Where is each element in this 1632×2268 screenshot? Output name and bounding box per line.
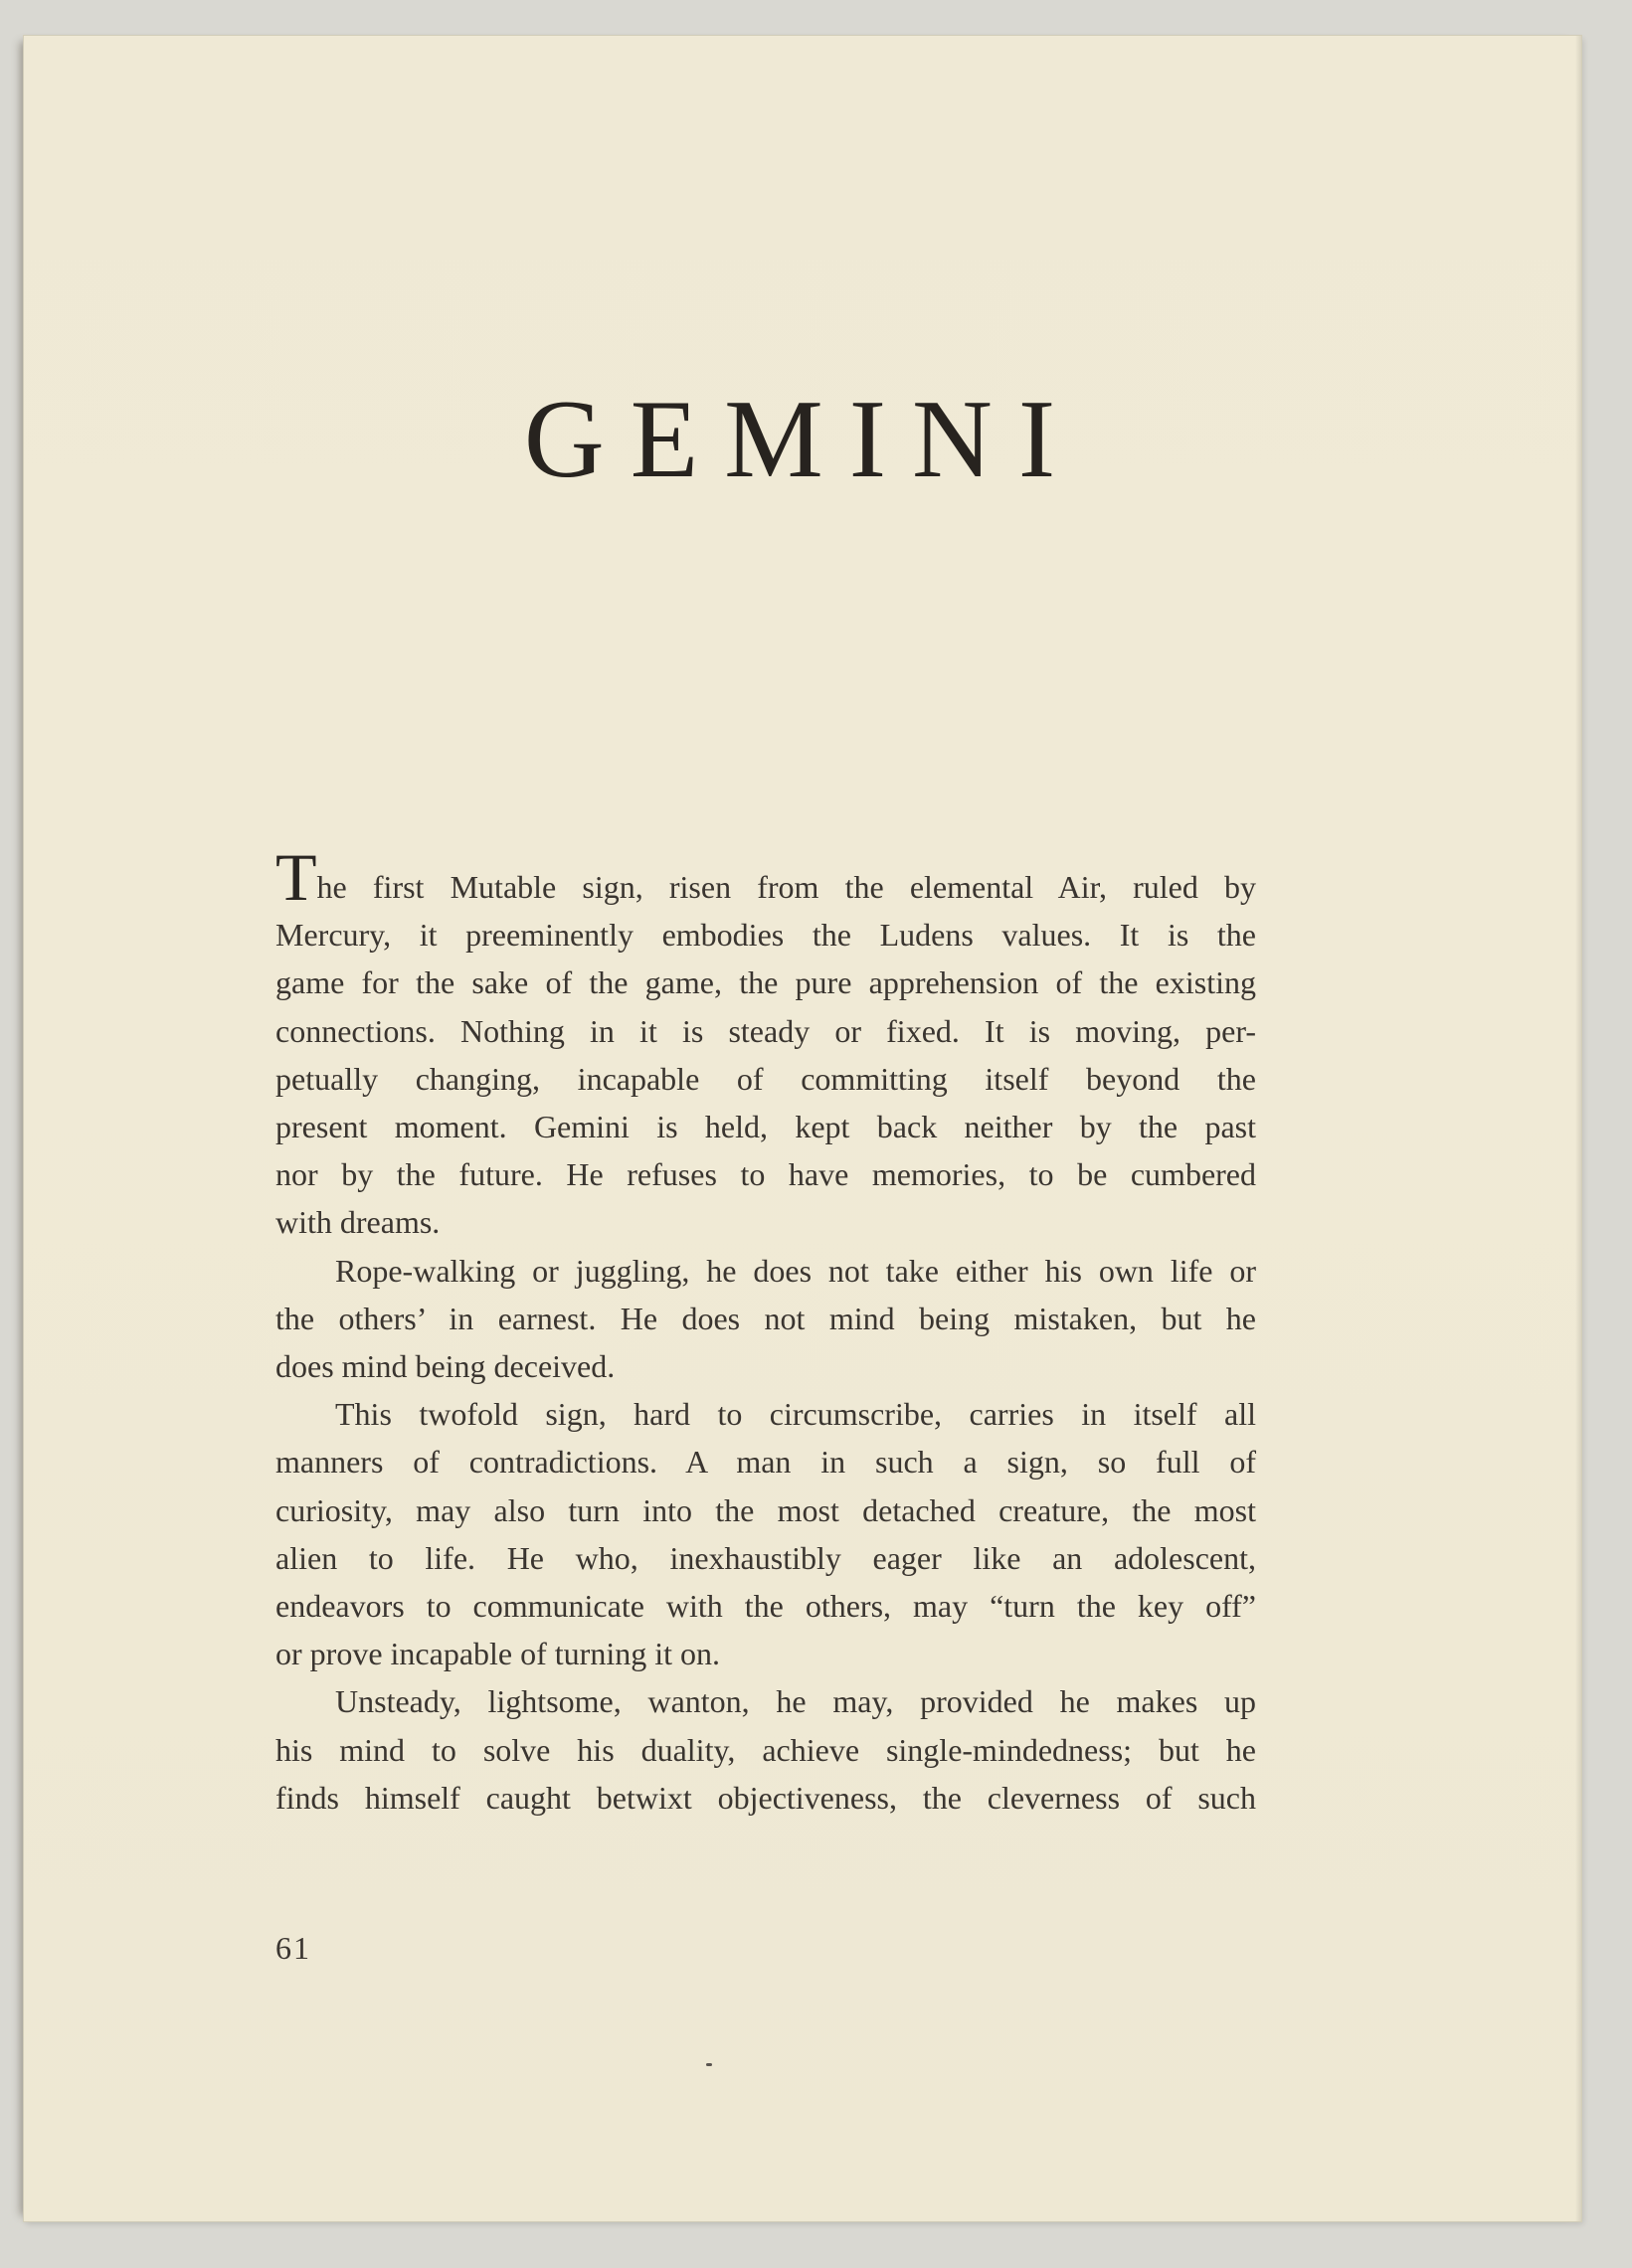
text-line: finds himself caught betwixt objectiveness, the cleverness of such (275, 1779, 1256, 1816)
paragraph-1 (275, 839, 1256, 1247)
text-line: alien to life. He who, inexhaustibly eager like an adolescent, (275, 1539, 1256, 1576)
text-line: his mind to solve his duality, achieve single-mindedness; but he (275, 1731, 1256, 1768)
text-line: Unsteady, lightsome, wanton, he may, provided he makes up (335, 1683, 1256, 1720)
text-line: connections. Nothing in it is steady or fixed. It is moving, per- (275, 1012, 1256, 1049)
text-line: Mercury, it preeminently embodies the Ludens values. It is the (275, 917, 1256, 954)
drop-cap: T (275, 839, 317, 915)
text-line: endeavors to communicate with the others, may “turn the key off” (275, 1588, 1256, 1625)
text-line: game for the sake of the game, the pure apprehension of the existing (275, 964, 1256, 1001)
paragraph-4 (275, 1677, 1256, 1822)
text-line: curiosity, may also turn into the most detached creature, the most (275, 1491, 1256, 1528)
text-line-content: he first Mutable sign, risen from the elemental Air, ruled by (316, 869, 1256, 905)
paragraph-3 (275, 1390, 1256, 1677)
text-line: or prove incapable of turning it on. (275, 1636, 720, 1672)
body-text (275, 839, 1256, 1822)
book-page (24, 36, 1581, 2221)
text-line: nor by the future. He refuses to have memories, to be cumbered (275, 1156, 1256, 1193)
text-line: with dreams. (275, 1204, 441, 1241)
page-number: 61 (275, 1930, 311, 1966)
text-line: Rope-walking or juggling, he does not take either his own life or (335, 1252, 1256, 1289)
text-line: present moment. Gemini is held, kept back neither by the past (275, 1109, 1256, 1145)
text-line: does mind being deceived. (275, 1348, 616, 1385)
text-line: the others’ in earnest. He does not mind being mistaken, but he (275, 1300, 1256, 1336)
paragraph-2 (275, 1247, 1256, 1391)
paper-speck (706, 2063, 712, 2066)
text-line: This twofold sign, hard to circumscribe, carries in itself all (335, 1396, 1256, 1433)
text-line: petually changing, incapable of committing itself beyond the (275, 1060, 1256, 1097)
text-line (275, 839, 1256, 915)
text-line: manners of contradictions. A man in such a sign, so full of (275, 1444, 1256, 1481)
chapter-title: GEMINI (523, 378, 1082, 501)
